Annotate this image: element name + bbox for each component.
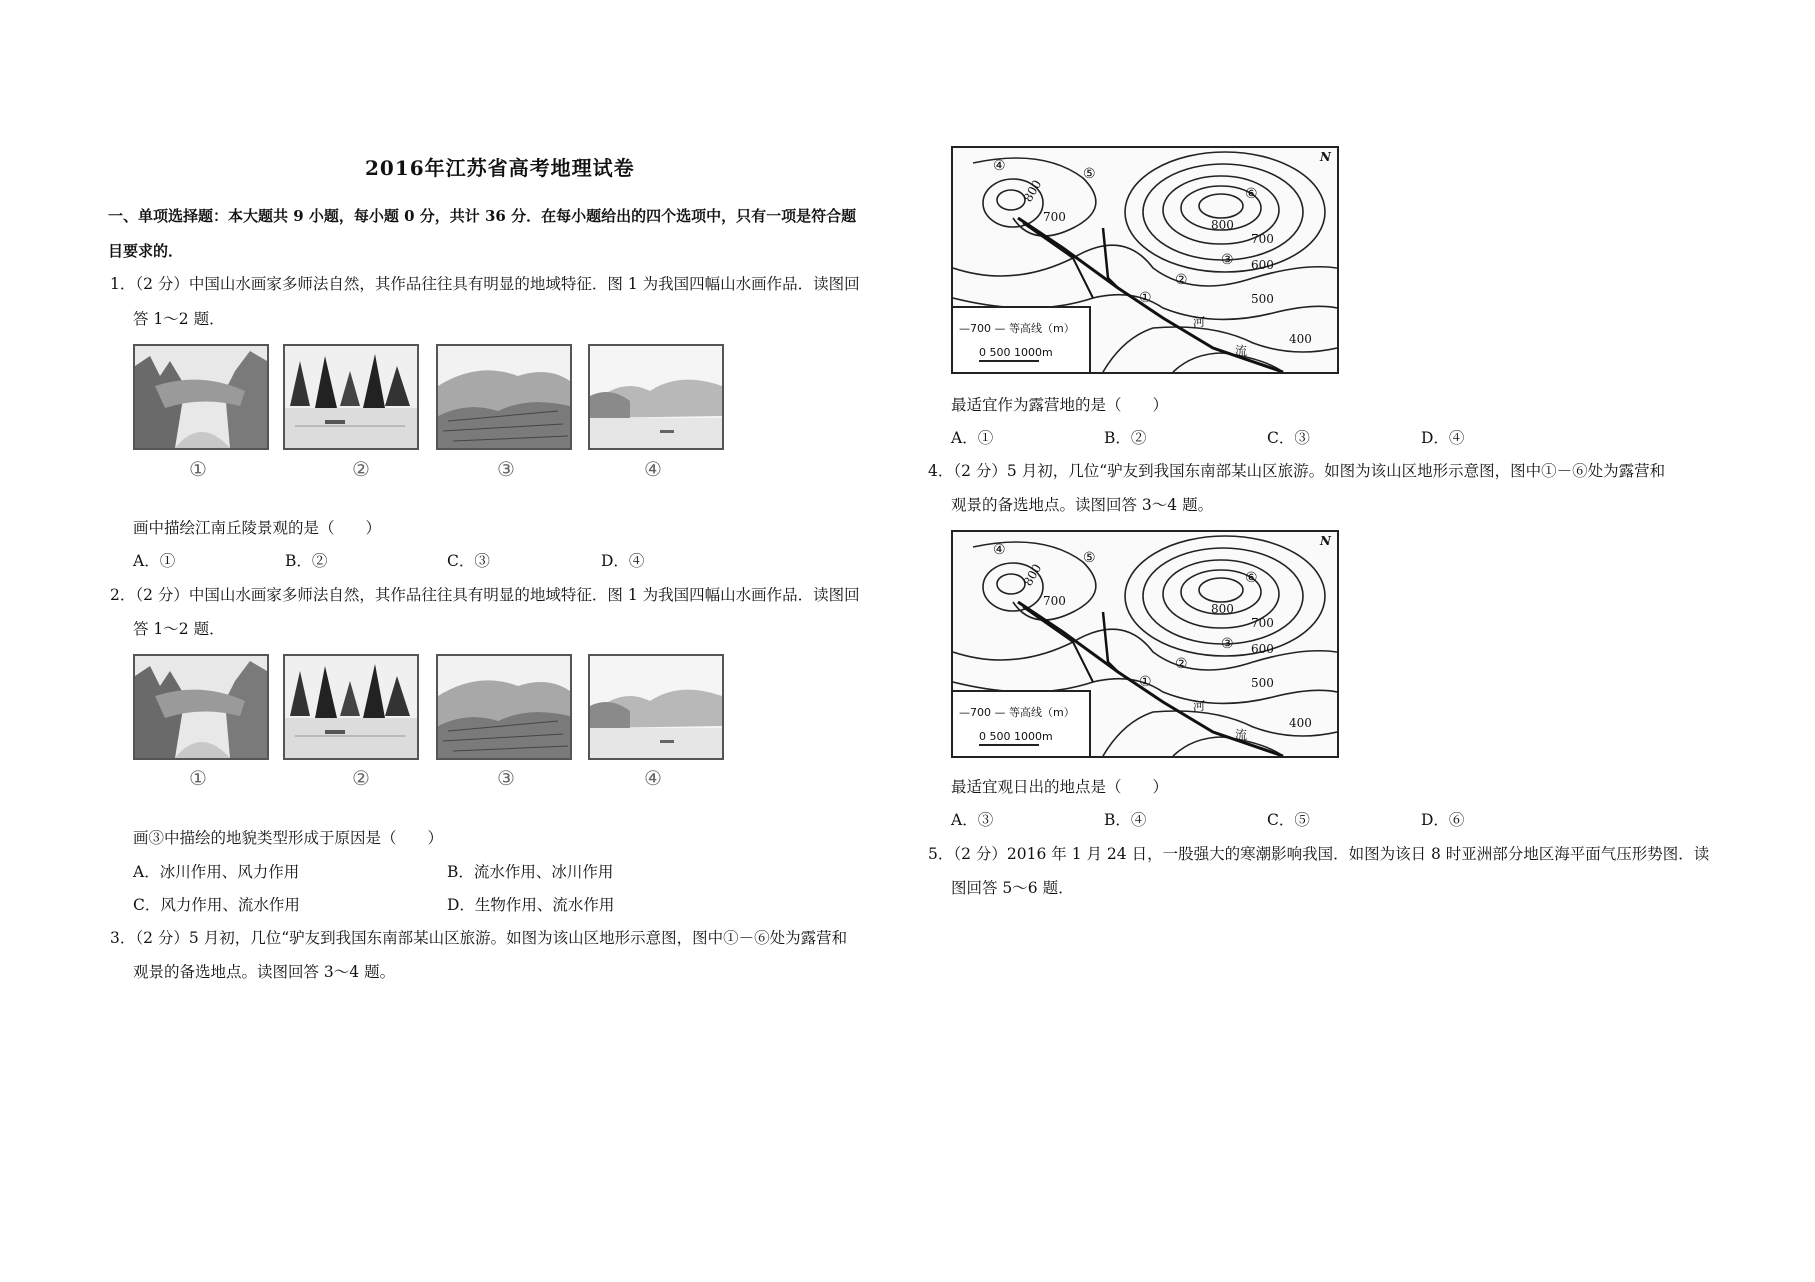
q3-option-d[interactable]: D．④ <box>1421 429 1465 447</box>
contour-label: 800 <box>1020 561 1045 589</box>
map-point-6: ⑥ <box>1245 570 1258 586</box>
painting-label-1: ① <box>189 457 207 481</box>
q4-option-c[interactable]: C．⑤ <box>1267 811 1310 829</box>
q2-option-c[interactable]: C．风力作用、流水作用 <box>133 896 300 914</box>
q1-option-b[interactable]: B．② <box>285 552 328 570</box>
page-title: 2016年江苏省高考地理试卷 <box>365 156 635 180</box>
contour-label: 500 <box>1251 676 1274 690</box>
painting-label-4: ④ <box>644 457 662 481</box>
q2-option-a[interactable]: A．冰川作用、风力作用 <box>133 863 300 881</box>
contour-label: 400 <box>1289 332 1312 346</box>
q4-stem-line2: 观景的备选地点。读图回答 3～4 题。 <box>951 496 1214 514</box>
q1-question: 画中描绘江南丘陵景观的是（ ） <box>133 519 382 537</box>
q1-stem-line1: 1．（2 分）中国山水画家多师法自然，其作品往往具有明显的地域特征．图 1 为我国四幅山水画作品．读图回 <box>110 275 860 293</box>
map-point-3: ③ <box>1221 636 1234 652</box>
legend-contour: —700 — 等高线（m） <box>959 706 1075 719</box>
painting-label-2: ② <box>352 766 370 790</box>
q2-option-b[interactable]: B．流水作用、冰川作用 <box>447 863 614 881</box>
topographic-map-1 <box>951 146 1339 374</box>
q1-option-d[interactable]: D．④ <box>601 552 645 570</box>
map-point-4: ④ <box>993 158 1006 174</box>
map-point-4: ④ <box>993 542 1006 558</box>
map-legend <box>953 306 1091 372</box>
map-legend <box>953 690 1091 756</box>
q5-stem-line1: 5．（2 分）2016 年 1 月 24 日，一股强大的寒潮影响我国．如图为该日 8 时亚洲部分地区海平面气压形势图．读 <box>928 845 1710 863</box>
section-heading-line2: 目要求的． <box>108 242 184 260</box>
map-point-2: ② <box>1175 656 1188 672</box>
map-point-5: ⑤ <box>1083 550 1096 566</box>
q4-question: 最适宜观日出的地点是（ ） <box>951 778 1169 796</box>
contour-label: 700 <box>1043 594 1066 608</box>
legend-contour: —700 — 等高线（m） <box>959 322 1075 335</box>
painting-4 <box>588 654 724 760</box>
q1-stem-line2: 答 1～2 题． <box>133 310 225 328</box>
q4-option-a[interactable]: A．③ <box>951 811 994 829</box>
contour-label: 400 <box>1289 716 1312 730</box>
painting-2 <box>283 344 419 450</box>
map-point-2: ② <box>1175 272 1188 288</box>
painting-label-3: ③ <box>497 457 515 481</box>
contour-label: 600 <box>1251 642 1274 656</box>
contour-label: 800 <box>1020 177 1045 205</box>
north-arrow-icon: N <box>1320 534 1331 548</box>
painting-label-1: ① <box>189 766 207 790</box>
painting-3 <box>436 344 572 450</box>
painting-label-4: ④ <box>644 766 662 790</box>
contour-label: 700 <box>1251 616 1274 630</box>
contour-label: 800 <box>1211 602 1234 616</box>
q2-question: 画③中描绘的地貌类型形成于原因是（ ） <box>133 829 444 847</box>
map-point-5: ⑤ <box>1083 166 1096 182</box>
map-point-1: ① <box>1139 290 1152 306</box>
legend-scale: 0 500 1000m <box>979 346 1053 359</box>
contour-label: 500 <box>1251 292 1274 306</box>
painting-4 <box>588 344 724 450</box>
contour-label: 800 <box>1211 218 1234 232</box>
q4-option-b[interactable]: B．④ <box>1104 811 1147 829</box>
painting-1 <box>133 654 269 760</box>
painting-3 <box>436 654 572 760</box>
legend-scale: 0 500 1000m <box>979 730 1053 743</box>
q4-option-d[interactable]: D．⑥ <box>1421 811 1465 829</box>
painting-label-2: ② <box>352 457 370 481</box>
q3-option-a[interactable]: A．① <box>951 429 994 447</box>
topographic-map-2 <box>951 530 1339 758</box>
q2-stem-line1: 2．（2 分）中国山水画家多师法自然，其作品往往具有明显的地域特征．图 1 为我国四幅山水画作品．读图回 <box>110 586 860 604</box>
q1-option-a[interactable]: A．① <box>133 552 176 570</box>
river-label: 河 <box>1193 315 1206 329</box>
contour-label: 700 <box>1251 232 1274 246</box>
q1-option-c[interactable]: C．③ <box>447 552 490 570</box>
river-label: 河 <box>1193 699 1206 713</box>
north-arrow-icon: N <box>1320 150 1331 164</box>
q3-question: 最适宜作为露营地的是（ ） <box>951 396 1169 414</box>
contour-label: 700 <box>1043 210 1066 224</box>
q3-option-c[interactable]: C．③ <box>1267 429 1310 447</box>
q3-stem-line2: 观景的备选地点。读图回答 3～4 题。 <box>133 963 396 981</box>
river-label: 流 <box>1235 344 1248 358</box>
q4-stem-line1: 4．（2 分）5 月初，几位“驴友到我国东南部某山区旅游。如图为该山区地形示意图，图中①－⑥处为露营和 <box>928 462 1666 480</box>
scale-bar <box>979 744 1039 746</box>
contour-label: 600 <box>1251 258 1274 272</box>
scale-bar <box>979 360 1039 362</box>
map-point-3: ③ <box>1221 252 1234 268</box>
q5-stem-line2: 图回答 5～6 题． <box>951 879 1074 897</box>
river-label: 流 <box>1235 728 1248 742</box>
painting-1 <box>133 344 269 450</box>
q2-option-d[interactable]: D．生物作用、流水作用 <box>447 896 615 914</box>
q2-stem-line2: 答 1～2 题． <box>133 620 225 638</box>
section-heading-line1: 一、单项选择题：本大题共 9 小题，每小题 0 分，共计 36 分．在每小题给出的四个选项中，只有一项是符合题 <box>108 207 857 225</box>
q3-option-b[interactable]: B．② <box>1104 429 1147 447</box>
q3-stem-line1: 3．（2 分）5 月初，几位“驴友到我国东南部某山区旅游。如图为该山区地形示意图，图中①－⑥处为露营和 <box>110 929 848 947</box>
painting-2 <box>283 654 419 760</box>
map-point-6: ⑥ <box>1245 186 1258 202</box>
map-point-1: ① <box>1139 674 1152 690</box>
painting-label-3: ③ <box>497 766 515 790</box>
